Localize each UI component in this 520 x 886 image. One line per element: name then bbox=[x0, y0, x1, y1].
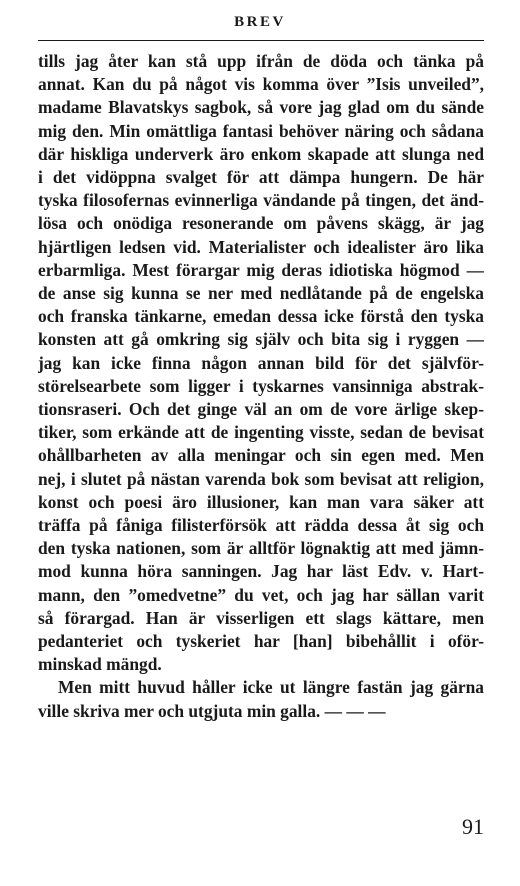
text-line: mig den. Min omättliga fantasi behöver näring och sådana bbox=[38, 120, 484, 141]
text-line: tiker, som erkände att de ingenting visste, sedan de bevisat bbox=[38, 422, 484, 443]
text-line: och franska tänkarne, emedan dessa icke förstå den tyska bbox=[38, 306, 484, 327]
text-line: lösa och onödiga resonerande om påvens skägg, är jag bbox=[38, 213, 484, 234]
text-line: tills jag åter kan stå upp ifrån de döda och tänka på bbox=[38, 51, 484, 71]
text-line: nej, i slutet på nästan varenda bok som bevisat att religion, bbox=[38, 468, 484, 489]
text-line: Men mitt huvud håller icke ut längre fastän jag gärna bbox=[58, 677, 484, 698]
text-line: störelsearbete som ligger i tyskarnes vansinniga abstrak- bbox=[38, 375, 484, 396]
text-line: mann, den ”omedvetne” du vet, och jag har sällan varit bbox=[38, 584, 484, 605]
text-line: de anse sig kunna se ner med nedlåtande på de engelska bbox=[38, 283, 484, 304]
text-line: konst och poesi äro illusioner, kan man vara säker att bbox=[38, 491, 484, 512]
text-line: konsten att gå omkring sig själv och bita sig i ryggen — bbox=[38, 329, 484, 350]
text-line: erbarmliga. Mest förargar mig deras idiotiska högmod — bbox=[38, 259, 484, 280]
running-head: BREV bbox=[234, 14, 286, 30]
text-line: så förargad. Han är visserligen ett slags kättare, men bbox=[38, 607, 484, 628]
header-rule bbox=[38, 40, 484, 41]
body-text bbox=[38, 50, 484, 723]
text-line: jag kan icke finna någon annan bild för det självför- bbox=[38, 352, 484, 373]
text-line: ville skriva mer och utgjuta min galla. — — — bbox=[38, 700, 386, 721]
text-line: mod kunna höra sanningen. Jag har läst Edv. v. Hart- bbox=[38, 561, 484, 582]
text-line: hjärtligen ledsen vid. Materialister och idealister äro lika bbox=[38, 236, 484, 257]
page-number: 91 bbox=[462, 814, 484, 839]
text-line: pedanteriet och tyskeriet har [han] bibehållit i oför- bbox=[38, 631, 484, 652]
text-line: ohållbarheten av alla meningar och sin egen med. Men bbox=[38, 445, 484, 466]
text-line: tyska filosofernas evinnerliga vändande på tingen, det änd- bbox=[38, 190, 484, 211]
text-line: madame Blavatskys sagbok, så vore jag glad om du sände bbox=[38, 97, 484, 118]
text-line: träffa på fåniga filisterförsök att rädda dessa åt sig och bbox=[38, 515, 484, 536]
text-line: tionsraseri. Och det ginge väl an om de vore ärlige skep- bbox=[38, 399, 484, 420]
text-line: annat. Kan du på något vis komma över ”Isis unveiled”, bbox=[38, 74, 484, 95]
text-line: den tyska nationen, som är alltför lögnaktig att med jämn- bbox=[38, 538, 484, 559]
text-line: minskad mängd. bbox=[38, 654, 162, 675]
text-line: i det vidöppna svalget för att dämpa hungern. De här bbox=[38, 167, 484, 188]
text-line: där hiskliga underverk äro enkom skapade att slunga ned bbox=[38, 143, 484, 164]
